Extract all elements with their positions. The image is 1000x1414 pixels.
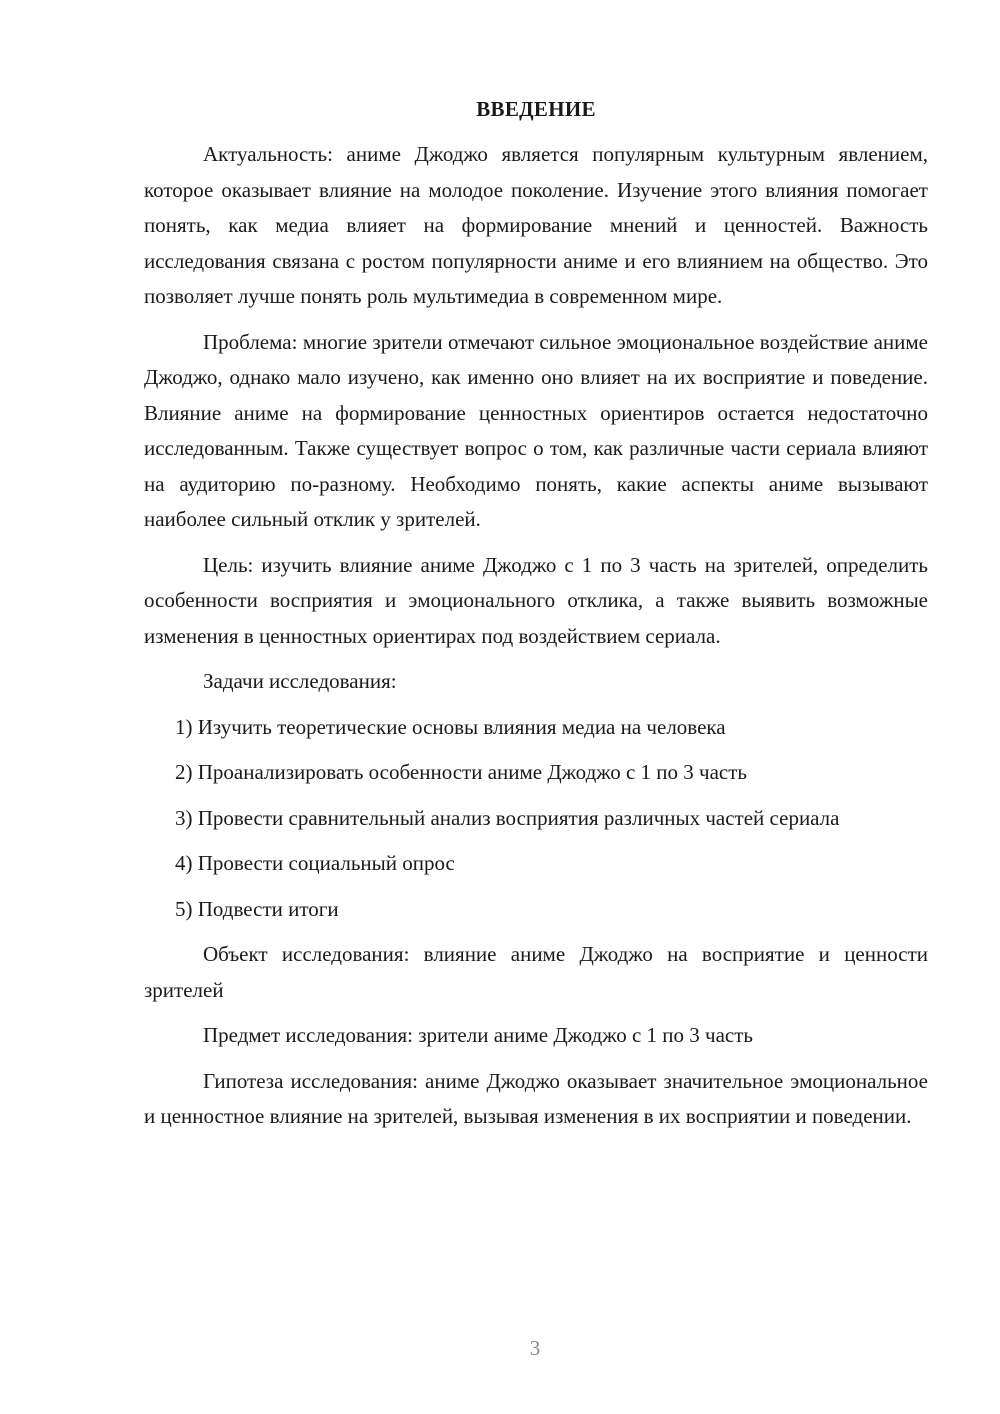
hypothesis-paragraph: Гипотеза исследования: аниме Джоджо оказывает значительное эмоциональное и ценностное влияние на зрителей, вызывая изменения в их восприятии и поведении. xyxy=(144,1068,928,1128)
task-item-3: 3) Провести сравнительный анализ восприятия различных частей сериала xyxy=(175,805,840,830)
task-item-4: 4) Провести социальный опрос xyxy=(175,851,455,875)
page-number: 3 xyxy=(529,1336,541,1360)
section-title: ВВЕДЕНИЕ xyxy=(476,97,596,121)
task-item-2: 2) Проанализировать особенности аниме Джоджо с 1 по 3 часть xyxy=(175,760,748,784)
tasks-heading: Задачи исследования: xyxy=(203,669,397,693)
relevance-paragraph: Актуальность: аниме Джоджо является популярным культурным явлением, которое оказывает влияние на молодое поколение. Изучение этого влияния помогает понять, как медиа влияет на формирование мнений и ценностей. Важность исследования связана с ростом популярности аниме и его влиянием на общество. Это позволяет лучше понять роль мультимедиа в современном мире. xyxy=(144,142,928,308)
tasks-list xyxy=(144,710,928,928)
goal-paragraph: Цель: изучить влияние аниме Джоджо с 1 по 3 часть на зрителей, определить особенности восприятия и эмоционального отклика, а также выявить возможные изменения в ценностных ориентирах под воздействием сериала. xyxy=(144,552,928,648)
task-item-5: 5) Подвести итоги xyxy=(175,896,339,921)
subject-paragraph: Предмет исследования: зрители аниме Джоджо с 1 по 3 часть xyxy=(203,1023,753,1047)
document-page xyxy=(144,92,928,1145)
problem-paragraph: Проблема: многие зрители отмечают сильное эмоциональное воздействие аниме Джоджо, однако мало изучено, как именно оно влияет на их восприятие и поведение. Влияние аниме на формирование ценностных ориентиров остается недостаточно исследованным. Также существует вопрос о том, как различные части сериала влияют на аудиторию по-разному. Необходимо понять, какие аспекты аниме вызывают наиболее сильный отклик у зрителей. xyxy=(144,329,928,531)
task-item-1: 1) Изучить теоретические основы влияния медиа на человека xyxy=(175,714,726,739)
object-paragraph: Объект исследования: влияние аниме Джоджо на восприятие и ценности зрителей xyxy=(144,942,928,1002)
